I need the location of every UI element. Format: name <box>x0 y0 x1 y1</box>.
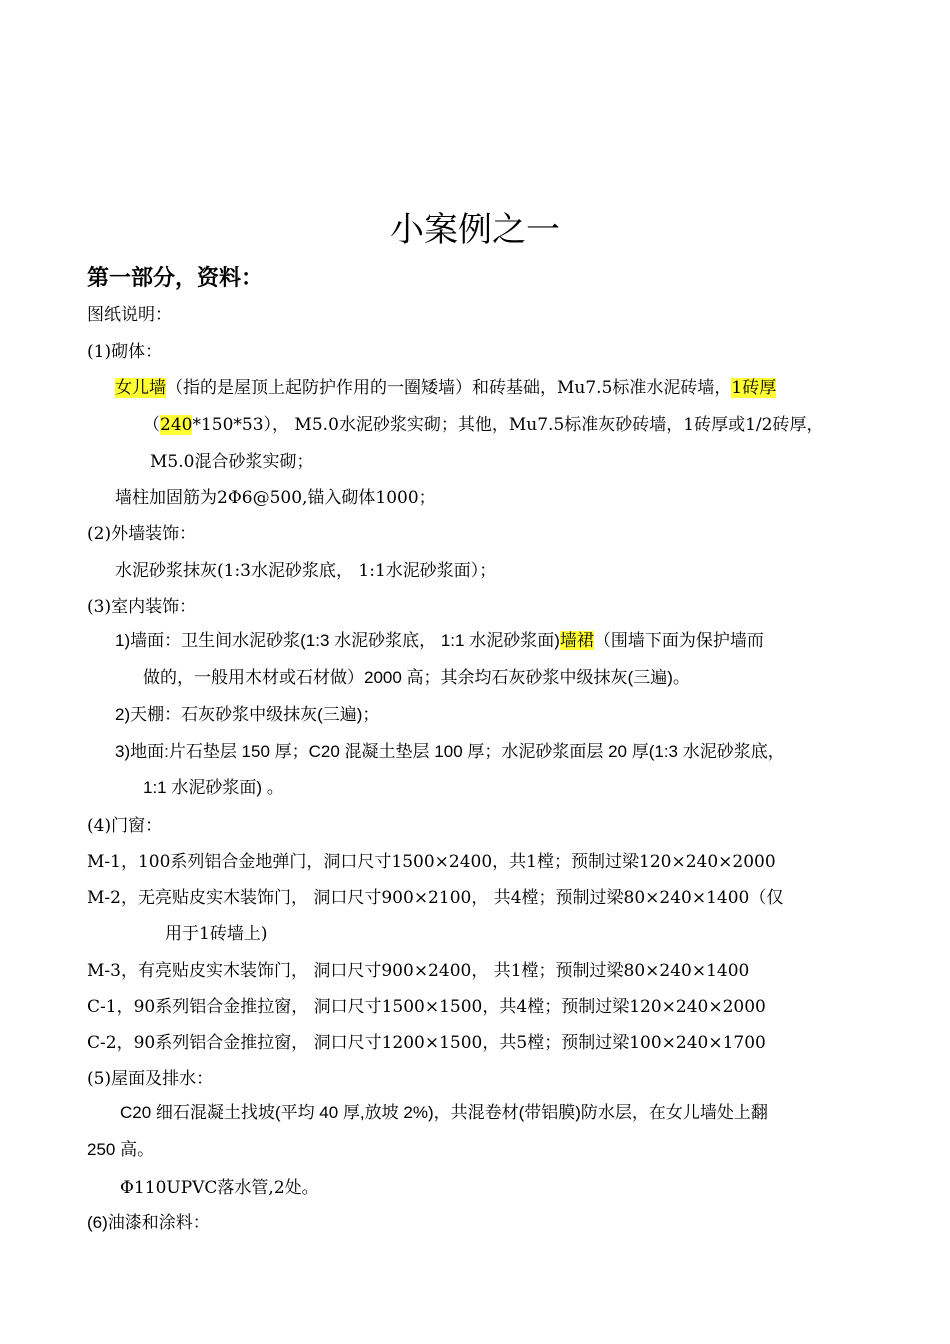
interior-heading: (3)室内装饰： <box>87 597 197 617</box>
door-m3-line: M-3，有亮贴皮实木装饰门， 洞口尺寸900×2400， 共1樘；预制过梁80×240×1400 <box>87 961 750 981</box>
interior-wall-line-2: 做的，一般用木材或石材做）2000 高；其余均石灰砂浆中级抹灰(三遍)。 <box>143 668 690 687</box>
door-m2-line: M-2，无亮贴皮实木装饰门， 洞口尺寸900×2100， 共4樘；预制过梁80×240×1400（仅 <box>87 888 784 908</box>
interior-floor-line-2: 1:1 水泥砂浆面) 。 <box>143 778 284 797</box>
section-heading-part1: 第一部分，资料： <box>87 266 264 291</box>
paint-heading: (6)油漆和涂料： <box>87 1213 210 1232</box>
doors-windows-heading: (4)门窗： <box>87 816 163 836</box>
drawing-note-label: 图纸说明： <box>87 305 172 325</box>
highlight-240: 240 <box>160 415 193 435</box>
highlight-brick-thickness: 1砖厚 <box>731 378 777 398</box>
page-title: 小案例之一 <box>390 210 560 250</box>
masonry-line-4: 墙柱加固筋为2Φ6@500,锚入砌体1000； <box>115 488 436 508</box>
masonry-line-2: （240*150*53）， M5.0水泥砂浆实砌；其他，Mu7.5标准灰砂砖墙，1砖厚或1/2砖厚， <box>143 415 824 435</box>
highlight-parapet: 女儿墙 <box>115 378 166 398</box>
window-c2-line: C-2，90系列铝合金推拉窗， 洞口尺寸1200×1500，共5樘；预制过梁100×240×1700 <box>87 1033 766 1053</box>
exterior-heading: (2)外墙装饰： <box>87 524 197 544</box>
roof-line-3: Φ110UPVC落水管,2处。 <box>120 1178 319 1198</box>
masonry-line-3: M5.0混合砂浆实砌； <box>150 452 314 472</box>
exterior-line-1: 水泥砂浆抹灰(1:3水泥砂浆底， 1:1水泥砂浆面）； <box>115 561 497 581</box>
roof-line-1: C20 细石混凝土找坡(平均 40 厚,放坡 2%)，共混卷材(带铝膜)防水层，在女儿墙处上翻 <box>120 1103 768 1122</box>
door-m1-line: M-1，100系列铝合金地弹门，洞口尺寸1500×2400，共1樘；预制过梁120×240×2000 <box>87 852 776 872</box>
interior-floor-line-1: 3)地面:片石垫层 150 厚；C20 混凝土垫层 100 厚；水泥砂浆面层 20 厚(1:3 水泥砂浆底， <box>115 742 785 761</box>
roof-line-2: 250 高。 <box>87 1140 155 1159</box>
window-c1-line: C-1，90系列铝合金推拉窗， 洞口尺寸1500×1500，共4樘；预制过梁120×240×2000 <box>87 997 766 1017</box>
door-m2-continuation: 用于1砖墙上) <box>165 924 268 944</box>
interior-wall-line-1: 1)墙面：卫生间水泥砂浆(1:3 水泥砂浆底， 1:1 水泥砂浆面)墙裙（围墙下面为保护墙而 <box>115 631 764 650</box>
masonry-heading: (1)砌体： <box>87 342 163 362</box>
highlight-dado: 墙裙 <box>559 631 594 650</box>
interior-ceiling-line: 2)天棚：石灰砂浆中级抹灰(三遍)； <box>115 705 380 724</box>
roof-heading: (5)屋面及排水： <box>87 1069 214 1089</box>
masonry-line-1: 女儿墙（指的是屋顶上起防护作用的一圈矮墙）和砖基础，Mu7.5标准水泥砖墙，1砖厚 <box>115 378 777 398</box>
